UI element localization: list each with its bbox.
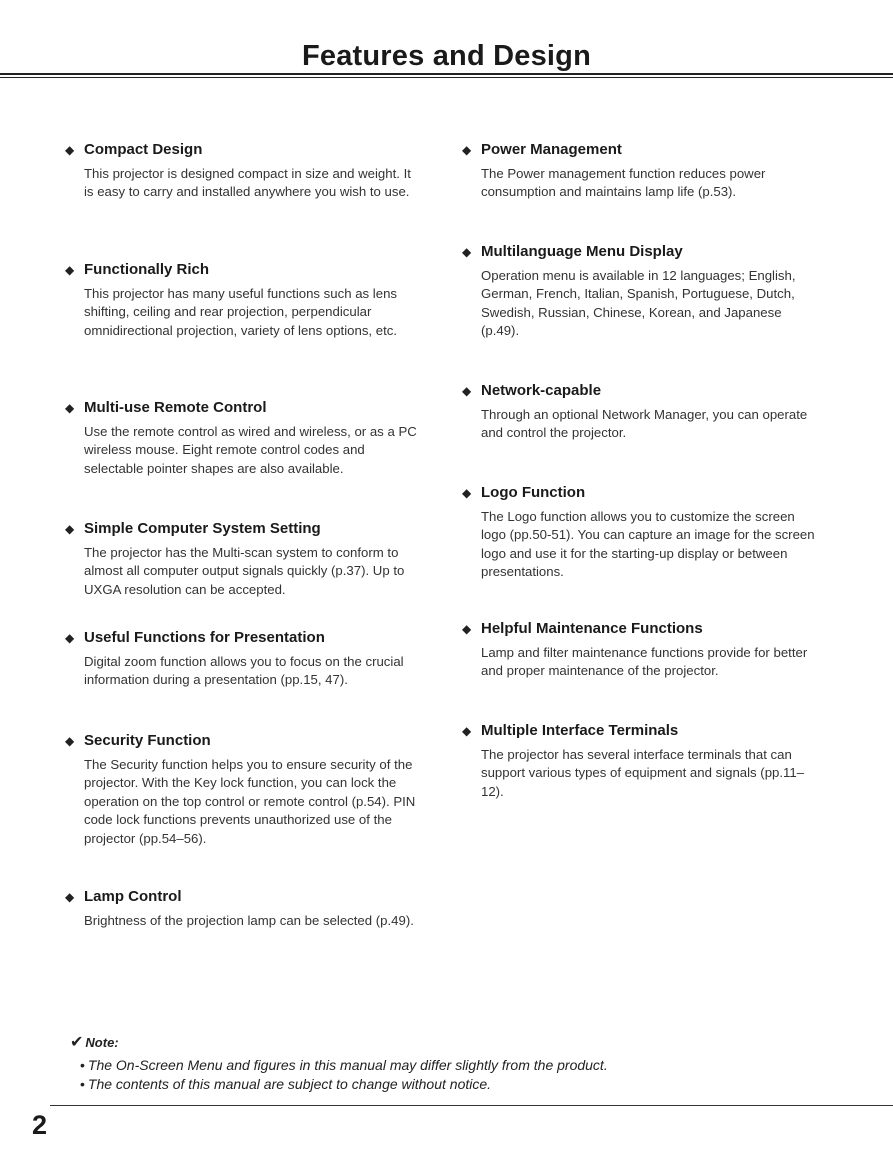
feature-heading: ◆ Functionally Rich <box>65 261 210 278</box>
feature-description: Through an optional Network Manager, you can operate and control the projector. <box>481 407 808 441</box>
feature-heading: ◆ Multi-use Remote Control <box>65 399 267 416</box>
note-item: • The contents of this manual are subject to change without notice. <box>80 1075 830 1094</box>
feature-heading: ◆ Logo Function <box>462 484 586 501</box>
feature-multiple-interface-terminals <box>461 722 821 801</box>
feature-multilanguage-menu-display <box>461 243 821 341</box>
diamond-bullet-icon: ◆ <box>462 143 472 157</box>
feature-description: The Security function helps you to ensure security of the projector. With the Key lock function, you can lock the operation on the top control or remote control (p.54). PIN code lock functions prevents unauthorized use of the projector (pp.54–56). <box>84 757 416 846</box>
feature-heading: ◆ Multiple Interface Terminals <box>462 722 679 739</box>
diamond-bullet-icon: ◆ <box>462 245 472 259</box>
diamond-bullet-icon: ◆ <box>65 631 75 645</box>
feature-lamp-control <box>64 888 424 930</box>
diamond-bullet-icon: ◆ <box>65 522 75 536</box>
page-title: Features and Design <box>301 40 592 72</box>
note-item: • The On-Screen Menu and figures in this manual may differ slightly from the product. <box>80 1056 830 1075</box>
feature-description: Lamp and filter maintenance functions provide for better and proper maintenance of the projector. <box>481 645 808 679</box>
feature-network-capable <box>461 382 821 443</box>
feature-description: Brightness of the projection lamp can be selected (p.49). <box>84 913 414 928</box>
note-label: Note: <box>85 1035 119 1050</box>
note-heading <box>70 1032 830 1052</box>
title-rule <box>0 73 893 75</box>
feature-description: Use the remote control as wired and wireless, or as a PC wireless mouse. Eight remote control codes and selectable pointer shapes are also available. <box>84 424 417 476</box>
feature-heading: ◆ Power Management <box>462 141 622 158</box>
diamond-bullet-icon: ◆ <box>65 401 75 415</box>
feature-heading: ◆ Helpful Maintenance Functions <box>462 620 703 637</box>
feature-useful-functions-for-presentation <box>64 629 424 690</box>
diamond-bullet-icon: ◆ <box>65 143 75 157</box>
feature-heading: ◆ Compact Design <box>65 141 203 158</box>
title-rule-thin <box>0 77 893 78</box>
feature-logo-function <box>461 484 821 582</box>
feature-description: The Logo function allows you to customize the screen logo (pp.50-51). You can capture an image for the screen logo and use it for the starting-up display or between presentations. <box>481 509 815 580</box>
diamond-bullet-icon: ◆ <box>462 724 472 738</box>
feature-multi-use-remote-control <box>64 399 424 478</box>
feature-description: The projector has several interface terminals that can support various types of equipment and signals (pp.11–12). <box>481 747 805 799</box>
feature-heading: ◆ Simple Computer System Setting <box>65 520 321 537</box>
feature-compact-design <box>64 141 424 202</box>
feature-description: The projector has the Multi-scan system to conform to almost all computer output signals quickly (p.37). Up to UXGA resolution can be accepted. <box>84 545 405 597</box>
feature-heading: ◆ Security Function <box>65 732 211 749</box>
page-number: 2 <box>32 1110 48 1140</box>
feature-description: This projector is designed compact in size and weight. It is easy to carry and installed anywhere you wish to use. <box>84 166 411 200</box>
diamond-bullet-icon: ◆ <box>65 890 75 904</box>
footer-rule <box>50 1105 893 1106</box>
feature-description: The Power management function reduces power consumption and maintains lamp life (p.53). <box>481 166 766 200</box>
diamond-bullet-icon: ◆ <box>462 622 472 636</box>
note-list <box>80 1056 830 1094</box>
feature-heading: ◆ Multilanguage Menu Display <box>462 243 683 260</box>
feature-simple-computer-system-setting <box>64 520 424 599</box>
checkmark-icon: ✔ <box>70 1034 84 1051</box>
feature-description: This projector has many useful functions such as lens shifting, ceiling and rear projection, perpendicular omnidirectional projection, variety of lens options, etc. <box>84 286 397 338</box>
feature-description: Operation menu is available in 12 languages; English, German, French, Italian, Spanish, Portuguese, Dutch, Swedish, Russian, Chinese, Korean, and Japanese (p.49). <box>481 268 796 339</box>
feature-security-function <box>64 732 424 848</box>
feature-description: Digital zoom function allows you to focus on the crucial information during a presentation (pp.15, 47). <box>84 654 404 688</box>
feature-helpful-maintenance-functions <box>461 620 821 681</box>
feature-heading: ◆ Network-capable <box>462 382 602 399</box>
diamond-bullet-icon: ◆ <box>65 263 75 277</box>
diamond-bullet-icon: ◆ <box>65 734 75 748</box>
feature-functionally-rich <box>64 261 424 340</box>
note-box <box>70 1032 830 1094</box>
feature-heading: ◆ Lamp Control <box>65 888 182 905</box>
diamond-bullet-icon: ◆ <box>462 486 472 500</box>
feature-power-management <box>461 141 821 202</box>
diamond-bullet-icon: ◆ <box>462 384 472 398</box>
feature-heading: ◆ Useful Functions for Presentation <box>65 629 325 646</box>
